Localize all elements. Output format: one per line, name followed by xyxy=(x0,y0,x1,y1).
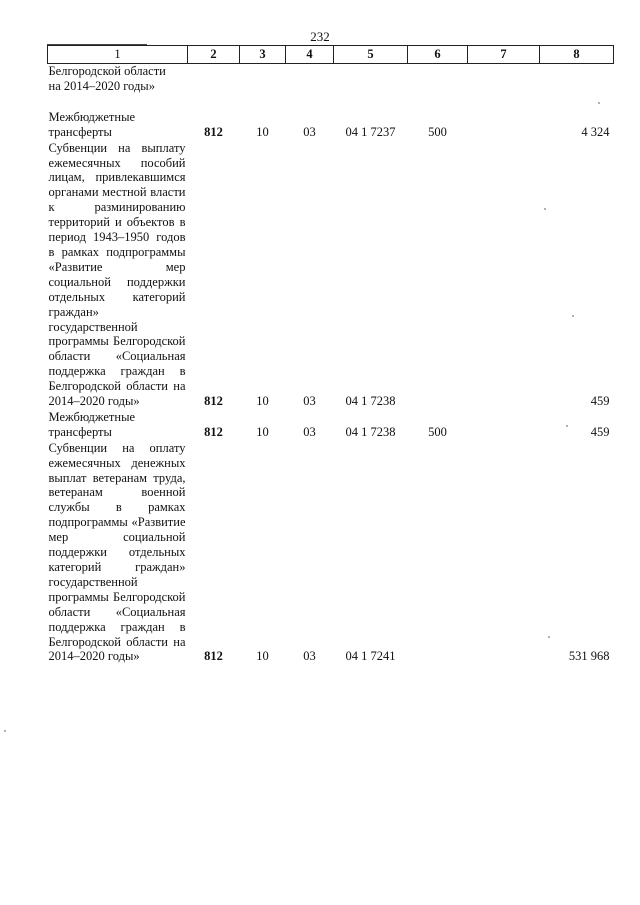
table-row-spacer xyxy=(48,95,614,110)
row-amount: 531 968 xyxy=(568,649,610,664)
column-header-6: 6 xyxy=(408,46,468,64)
table-row xyxy=(48,110,614,141)
row-section: 10 xyxy=(256,424,269,439)
row-target-article: 04 1 7237 xyxy=(345,124,396,139)
row-subsection: 03 xyxy=(303,424,316,439)
column-header-5: 5 xyxy=(334,46,408,64)
row-description: Белгородской области на 2014–2020 годы» xyxy=(48,64,166,93)
row-subsection xyxy=(286,64,334,95)
table-row xyxy=(48,441,614,666)
row-amount: 4 324 xyxy=(581,124,610,139)
scan-speck xyxy=(572,315,574,317)
row-expense-type xyxy=(408,64,468,95)
scan-speck xyxy=(548,636,550,638)
row-amount xyxy=(540,64,614,95)
row-description: Межбюджетные трансферты xyxy=(48,409,136,439)
row-ministry-code: 812 xyxy=(204,394,223,409)
row-subsection: 03 xyxy=(303,649,316,664)
row-col7 xyxy=(468,410,540,441)
budget-table xyxy=(47,45,614,665)
row-target-article: 04 1 7238 xyxy=(345,394,396,409)
column-header-7: 7 xyxy=(468,46,540,64)
row-ministry-code: 812 xyxy=(204,424,223,439)
row-amount: 459 xyxy=(590,424,610,439)
row-ministry-code: 812 xyxy=(204,124,223,139)
table-row xyxy=(48,410,614,441)
scan-speck xyxy=(598,102,600,104)
row-col7 xyxy=(468,441,540,666)
row-section xyxy=(240,64,286,95)
row-description: Субвенции на выплату ежемесячных пособий лицам, привлекавшимся органами местной власти к разминированию территорий и объектов в период 1943–1950 годов в рамках подпрограммы «Развитие мер социальной поддержки отдельных категорий граждан» государственной программы Белгородской области «Социальная поддержка граждан в Белгородской области на 2014–2020 годы» xyxy=(48,140,186,409)
row-ministry-code: 812 xyxy=(204,649,223,664)
row-ministry-code xyxy=(188,64,240,95)
table-row xyxy=(48,64,614,95)
row-amount: 459 xyxy=(590,394,610,409)
table-row xyxy=(48,141,614,410)
row-target-article xyxy=(334,64,408,95)
row-target-article: 04 1 7238 xyxy=(345,424,396,439)
row-section: 10 xyxy=(256,394,269,409)
row-description: Межбюджетные трансферты xyxy=(48,109,136,139)
budget-table-container xyxy=(47,45,613,665)
row-expense-type: 500 xyxy=(428,124,447,139)
row-subsection: 03 xyxy=(303,124,316,139)
row-expense-type xyxy=(408,141,468,410)
row-col7 xyxy=(468,64,540,95)
scan-speck xyxy=(544,208,546,210)
row-subsection: 03 xyxy=(303,394,316,409)
page-number: 232 xyxy=(310,29,330,44)
row-section: 10 xyxy=(256,649,269,664)
row-section: 10 xyxy=(256,124,269,139)
column-header-3: 3 xyxy=(240,46,286,64)
column-header-8: 8 xyxy=(540,46,614,64)
scan-speck xyxy=(566,425,568,427)
column-header-4: 4 xyxy=(286,46,334,64)
column-number-header-row xyxy=(48,46,614,64)
row-col7 xyxy=(468,110,540,141)
row-expense-type xyxy=(408,441,468,666)
row-col7 xyxy=(468,141,540,410)
row-description: Субвенции на оплату ежемесячных денежных выплат ветеранам труда, ветеранам военной службы в рамках подпрограммы «Развитие мер социальной поддержки отдельных категорий граждан» государственной программы Белгородской области «Социальная поддержка граждан в Белгородской области на 2014–2020 годы» xyxy=(48,440,186,664)
row-target-article: 04 1 7241 xyxy=(345,649,396,664)
scan-speck xyxy=(4,730,6,732)
column-header-2: 2 xyxy=(188,46,240,64)
column-header-1: 1 xyxy=(48,46,188,64)
row-expense-type: 500 xyxy=(428,424,447,439)
